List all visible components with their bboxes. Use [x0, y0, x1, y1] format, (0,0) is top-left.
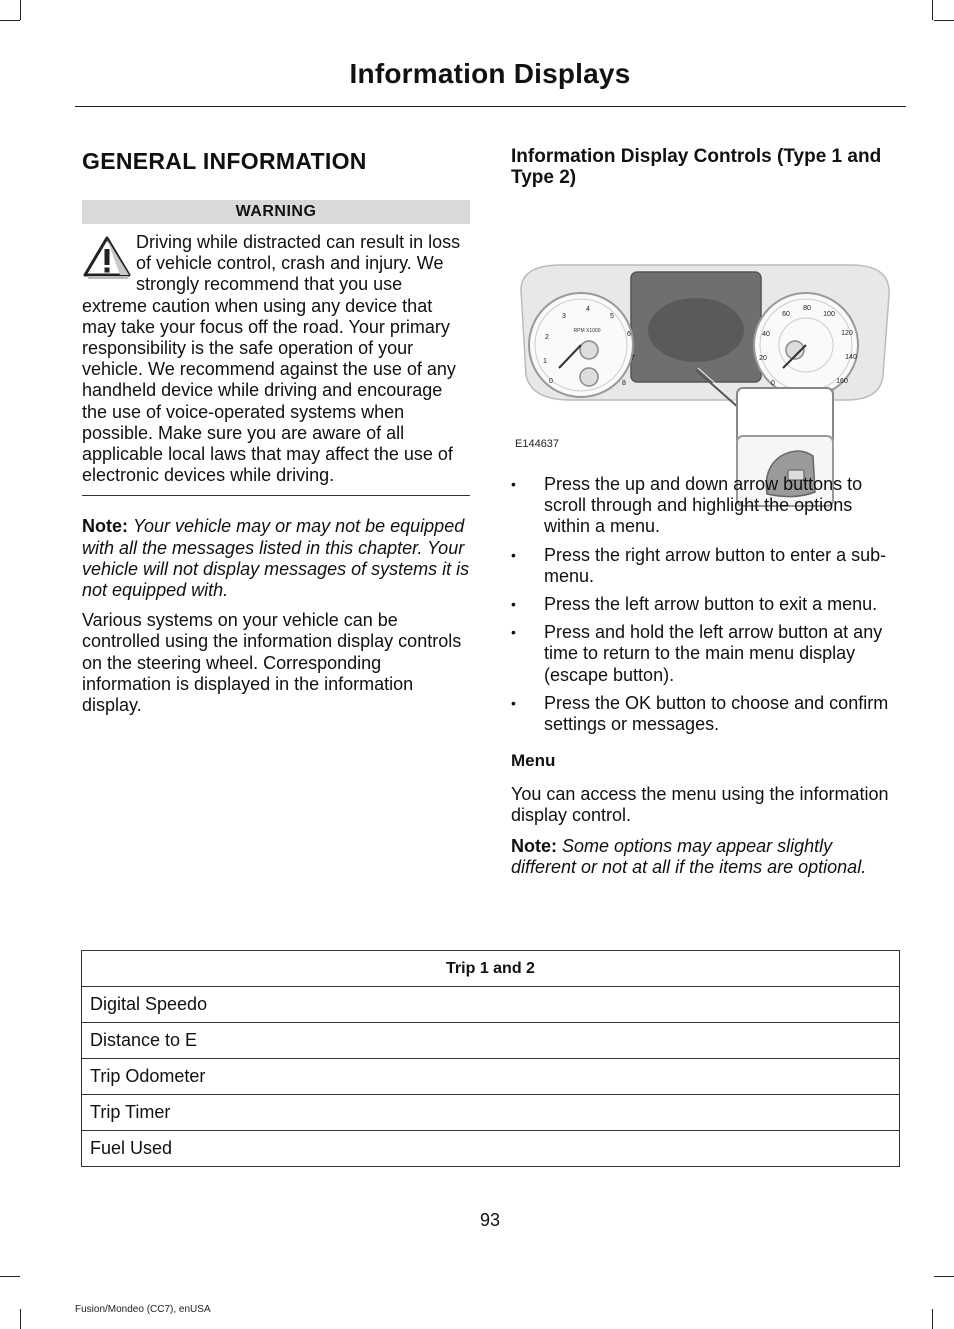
- list-item-text: Press and hold the left arrow button at any time to return to the main menu display (escape button).: [544, 622, 883, 685]
- menu-paragraph: You can access the menu using the information display control.: [511, 784, 889, 826]
- crop-mark: [932, 1309, 933, 1329]
- speed-number: 20: [759, 355, 767, 362]
- bullet-icon: •: [511, 546, 516, 563]
- table-cell: Fuel Used: [82, 1131, 900, 1167]
- speed-number: 0: [771, 380, 775, 387]
- document-id: Fusion/Mondeo (CC7), enUSA: [75, 1304, 211, 1315]
- bullet-icon: •: [511, 624, 516, 641]
- table-row: [82, 1131, 900, 1167]
- warning-box: [82, 232, 470, 486]
- table-cell: Distance to E: [82, 1023, 900, 1059]
- menu-note-text: Some options may appear slightly different or not at all if the items are optional.: [511, 835, 867, 877]
- table-cell: Digital Speedo: [82, 987, 900, 1023]
- crop-mark: [934, 20, 954, 21]
- crop-mark: [0, 20, 20, 21]
- speed-number: 160: [836, 378, 848, 385]
- warning-divider: [82, 495, 470, 496]
- menu-note-label: Note:: [511, 835, 557, 856]
- warning-text: Driving while distracted can result in loss of vehicle control, crash and injury. We strongly recommend that you use extreme caution when using any device that may take your focus off the road. Your primary responsibility is the safe operation of your vehicle. We recommend against the use of any handheld device while driving and encourage the use of voice-operated systems when possible. Make sure you are aware of all applicable local laws that may affect the use of electronic devices while driving.: [82, 232, 461, 486]
- tach-number: 6: [627, 331, 631, 338]
- table-row: [82, 1059, 900, 1095]
- list-item: [511, 622, 901, 686]
- menu-heading: Menu: [511, 751, 556, 771]
- tach-number: 2: [545, 334, 549, 341]
- bullet-icon: •: [511, 476, 516, 492]
- speed-number: 60: [782, 311, 790, 318]
- speed-number: 140: [845, 354, 857, 361]
- right-column: [511, 146, 901, 878]
- list-item-text: Press the right arrow button to enter a sub-menu.: [544, 544, 887, 586]
- table-row: [82, 1023, 900, 1059]
- crop-mark: [20, 1309, 21, 1329]
- speed-number: 40: [762, 331, 770, 338]
- table-cell: Trip Timer: [82, 1095, 900, 1131]
- bullet-icon: •: [511, 596, 516, 613]
- crop-mark: [20, 0, 21, 20]
- note: [82, 516, 470, 601]
- list-item: [511, 474, 901, 538]
- instrument-cluster-figure: [511, 200, 901, 458]
- tach-number: 5: [610, 313, 614, 320]
- page-title: Information Displays: [349, 58, 631, 89]
- warning-triangle-icon: [82, 235, 132, 281]
- menu-note: [511, 836, 901, 878]
- note-text: Your vehicle may or may not be equipped with all the messages listed in this chapter. Your vehicle will not display messages of systems it is not equipped with.: [82, 516, 470, 601]
- trip-table: [81, 950, 900, 1167]
- warning-label: WARNING: [82, 200, 470, 224]
- list-item-text: Press the up and down arrow buttons to scroll through and highlight the options within a menu.: [544, 474, 863, 537]
- crop-mark: [932, 0, 933, 20]
- header-rule: [75, 106, 906, 107]
- speed-number: 120: [841, 330, 853, 337]
- tach-number: 7: [631, 355, 635, 362]
- note-label: Note:: [82, 516, 128, 537]
- list-item-text: Press the left arrow button to exit a menu.: [544, 594, 878, 615]
- tach-number: 4: [586, 306, 590, 313]
- left-column: [82, 148, 470, 716]
- bullet-icon: •: [511, 694, 516, 711]
- figure-code: E144637: [515, 438, 560, 450]
- table-header-row: [82, 951, 900, 987]
- tach-number: 3: [562, 313, 566, 320]
- tach-number: 1: [543, 358, 547, 365]
- speed-number: 80: [803, 305, 811, 312]
- speed-number: 100: [823, 311, 835, 318]
- instrument-cluster-illustration: [511, 200, 901, 440]
- subheading: Information Display Controls (Type 1 and Type 2): [511, 146, 882, 188]
- page-number: 93: [479, 1210, 501, 1230]
- crop-mark: [934, 1276, 954, 1277]
- table-row: [82, 1095, 900, 1131]
- crop-mark: [0, 1276, 20, 1277]
- tach-label: RPM X1000: [573, 328, 601, 334]
- section-title: GENERAL INFORMATION: [82, 148, 367, 174]
- list-item-text: Press the OK button to choose and confirm settings or messages.: [544, 692, 889, 735]
- tach-number: 0: [549, 378, 553, 385]
- bullet-list: [511, 474, 901, 735]
- list-item: [511, 594, 901, 615]
- list-item: [511, 545, 901, 587]
- table-cell: Trip Odometer: [82, 1059, 900, 1095]
- tach-number: 8: [622, 380, 626, 387]
- intro-paragraph: Various systems on your vehicle can be controlled using the information display controls on the steering wheel. Corresponding information is displayed in the information display.: [82, 610, 462, 716]
- list-item: [511, 693, 901, 735]
- table-header: Trip 1 and 2: [82, 951, 900, 987]
- table-row: [82, 987, 900, 1023]
